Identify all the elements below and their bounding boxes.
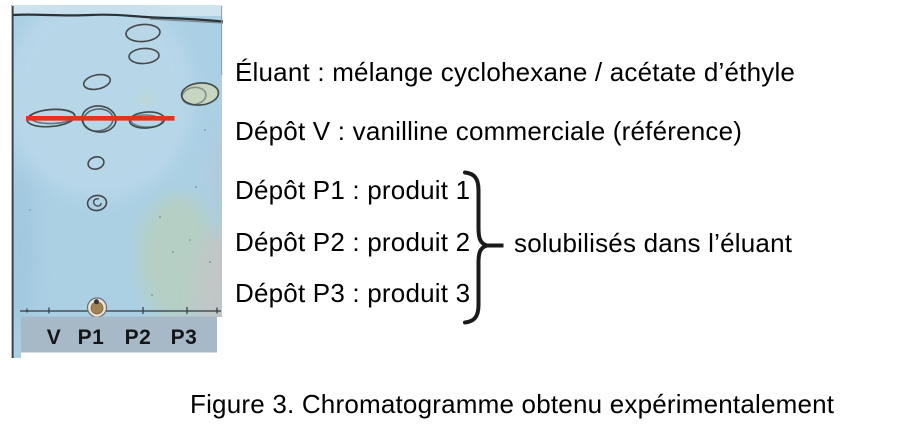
origin-deposit-spot [88, 298, 107, 317]
tlc-plate-image [0, 0, 230, 362]
annotation-depot-p2: Dépôt P2 : produit 2 [235, 227, 471, 257]
grouping-brace [455, 165, 515, 335]
lane-label-p1: P1 [77, 326, 105, 349]
annotation-depot-p1: Dépôt P1 : produit 1 [235, 175, 471, 205]
annotation-depot-p3: Dépôt P3 : produit 3 [235, 278, 471, 308]
plate-left-shade [4, 170, 36, 330]
lane-label-p2: P2 [124, 326, 152, 349]
annotation-eluant: Éluant : mélange cyclohexane / acétate d’éthyle [235, 57, 796, 87]
brace-label: solubilisés dans l’éluant [514, 228, 793, 258]
lane-label-p3: P3 [170, 326, 198, 349]
lane-label-v: V [46, 326, 62, 349]
figure-caption: Figure 3. Chromatogramme obtenu expérimentalement [190, 389, 835, 419]
faint-green-smudge [138, 94, 156, 104]
plate-background [4, 0, 230, 362]
annotation-depot-v: Dépôt V : vanilline commerciale (référence) [235, 116, 743, 146]
brace-path [465, 173, 487, 323]
